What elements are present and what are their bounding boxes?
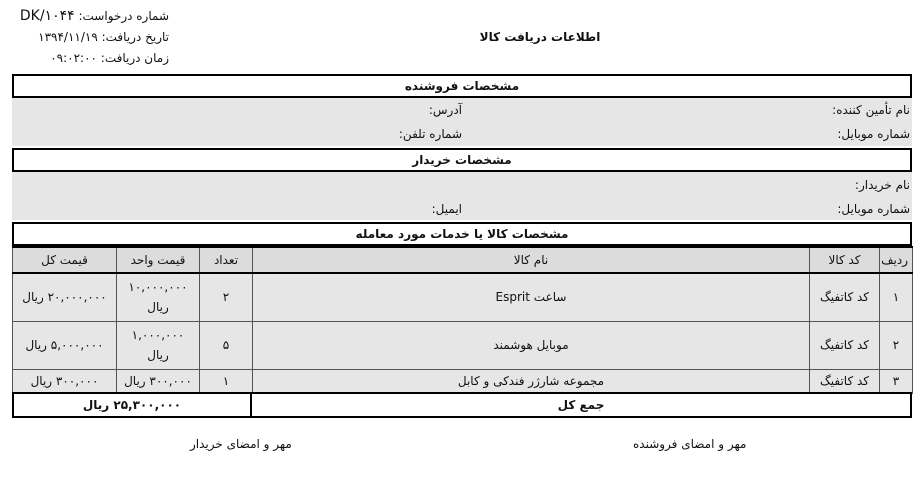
grand-total-value: ۲۵,۳۰۰,۰۰۰ ریال: [82, 398, 182, 412]
item-name: مجموعه شارژر فندکی و کابل: [253, 369, 810, 393]
grand-total-label: جمع کل: [250, 394, 910, 416]
col-row-header: ردیف: [880, 247, 913, 273]
item-unit-price: [117, 321, 200, 369]
unit-price-amount: ۱,۰۰۰,۰۰۰: [131, 328, 185, 342]
table-row: [13, 321, 913, 369]
item-code: کد کاتفیگ: [810, 369, 880, 393]
buyer-mobile-label: شماره موبایل:: [837, 202, 910, 216]
grand-total-row: [12, 392, 912, 418]
request-number-label: شماره درخواست:: [78, 9, 169, 23]
seller-signature-label: مهر و امضای فروشنده: [633, 437, 747, 451]
item-name: موبایل هوشمند: [253, 321, 810, 369]
buyer-email-label: ایمیل:: [431, 202, 462, 216]
item-unit-price: [117, 273, 200, 321]
item-qty: ۵: [200, 321, 253, 369]
unit-price-currency: ریال: [147, 300, 169, 315]
item-code: کد کاتفیگ: [810, 273, 880, 321]
col-code-header: کد کالا: [810, 247, 880, 273]
receive-time-label: زمان دریافت:: [100, 51, 169, 65]
row-number: ۱: [880, 273, 913, 321]
items-header-row: [13, 247, 913, 273]
items-section-heading: مشخصات کالا یا خدمات مورد معامله: [12, 222, 912, 246]
receive-time-row: [14, 48, 169, 69]
col-qty-header: تعداد: [200, 247, 253, 273]
receive-time-value: ۰۹:۰۲:۰۰: [50, 51, 97, 65]
request-number-row: [14, 6, 169, 27]
col-name-header: نام کالا: [253, 247, 810, 273]
items-table: [12, 246, 913, 394]
col-unit-price-header: قیمت واحد: [117, 247, 200, 273]
item-total-price: ۳۰۰,۰۰۰ ریال: [13, 369, 117, 393]
seller-phone-label: شماره تلفن:: [398, 127, 462, 141]
buyer-signature-label: مهر و امضای خریدار: [190, 437, 292, 451]
receive-date-value: ۱۳۹۴/۱۱/۱۹: [38, 30, 98, 44]
unit-price-amount: ۱۰,۰۰۰,۰۰۰: [128, 280, 188, 295]
item-code: کد کاتفیگ: [810, 321, 880, 369]
item-name: ساعت Esprit: [253, 273, 810, 321]
row-number: ۲: [880, 321, 913, 369]
seller-mobile-label: شماره موبایل:: [837, 127, 910, 141]
seller-section-heading: مشخصات فروشنده: [12, 74, 912, 98]
receive-date-row: [14, 27, 169, 48]
item-qty: ۲: [200, 273, 253, 321]
receive-date-label: تاریخ دریافت:: [101, 30, 169, 44]
page-title: اطلاعات دریافت کالا: [479, 30, 601, 44]
seller-info-block: [12, 98, 912, 146]
buyer-name-label: نام خریدار:: [854, 178, 910, 192]
supplier-name-label: نام تأمین کننده:: [832, 103, 910, 117]
seller-address-label: آدرس:: [428, 103, 462, 117]
table-row: [13, 369, 913, 393]
item-total-price: ۲۰,۰۰۰,۰۰۰ ریال: [13, 273, 117, 321]
item-total-price: ۵,۰۰۰,۰۰۰ ریال: [13, 321, 117, 369]
request-meta: [14, 6, 169, 69]
buyer-section-heading: مشخصات خریدار: [12, 148, 912, 172]
row-number: ۳: [880, 369, 913, 393]
buyer-info-block: [12, 172, 912, 220]
col-total-price-header: قیمت کل: [13, 247, 117, 273]
item-qty: ۱: [200, 369, 253, 393]
request-number-value: DK/۱۰۴۴: [19, 8, 75, 24]
unit-price-currency: ریال: [147, 348, 169, 362]
item-unit-price: ۳۰۰,۰۰۰ ریال: [117, 369, 200, 393]
table-row: [13, 273, 913, 321]
